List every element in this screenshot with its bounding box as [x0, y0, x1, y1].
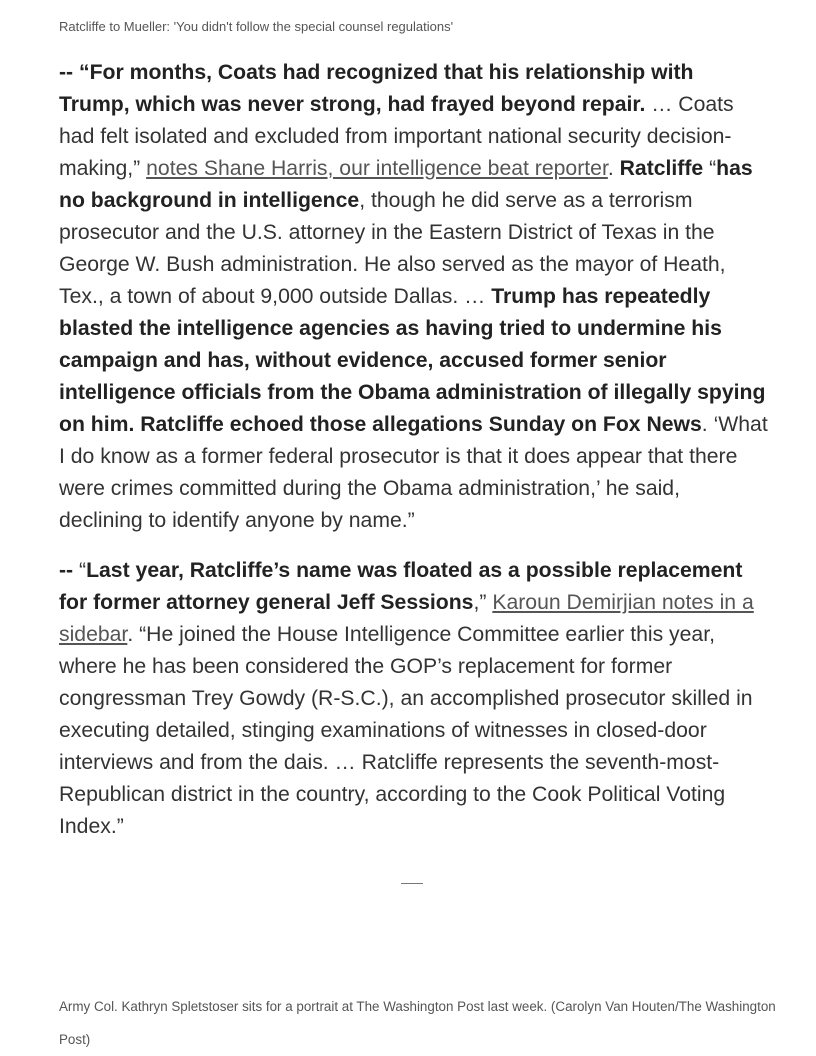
shane-harris-link[interactable]: notes Shane Harris, our intelligence beat reporter — [146, 157, 608, 180]
article-body — [59, 57, 769, 861]
paragraph-ratcliffe — [59, 555, 769, 843]
bold-text: -- — [59, 559, 74, 582]
body-text: “ — [703, 157, 717, 180]
bold-text: Last year, Ratcliffe’s name was floated as a possible replacement for former attorney general Jeff Sessions — [59, 559, 743, 614]
section-divider — [401, 883, 423, 884]
bottom-photo-caption: Army Col. Kathryn Spletstoser sits for a portrait at The Washington Post last week. (Carolyn Van Houten/The Washington Post) — [59, 999, 776, 1047]
bold-text: -- “For months, Coats had recognized that his relationship with Trump, which was never strong, had frayed beyond repair. — [59, 61, 694, 116]
body-text: “ — [73, 559, 87, 582]
bold-text: Trump has repeatedly blasted the intelligence agencies as having tried to undermine his campaign and has, without evidence, accused former senior intelligence officials from the Obama administration of illegally spying on him. Ratcliffe echoed those allegations Sunday on Fox News — [59, 285, 766, 436]
body-text: . — [607, 157, 620, 180]
paragraph-coats — [59, 57, 769, 537]
body-text: ,” — [473, 591, 493, 614]
top-photo-caption: Ratcliffe to Mueller: 'You didn't follow the special counsel regulations' — [59, 19, 454, 34]
karoun-demirjian-link[interactable]: Karoun Demirjian notes in a sidebar — [59, 591, 754, 646]
bold-text: Ratcliffe — [619, 157, 704, 180]
body-text: , though he did serve as a terrorism prosecutor and the U.S. attorney in the Eastern District of Texas in the George W. Bush administration. He also served as the mayor of Heath, Tex., a town of about 9,000 outside Dallas. … — [59, 189, 726, 308]
bold-text: has no background in intelligence — [59, 157, 753, 212]
body-text: . “He joined the House Intelligence Committee earlier this year, where he has been considered the GOP’s replacement for former congressman Trey Gowdy (R-S.C.), an accomplished prosecutor skilled in executing detailed, stinging examinations of witnesses in closed-door interviews and from the dais. … Ratcliffe represents the seventh-most-Republican district in the country, according to the Cook Political Voting Index.” — [59, 623, 753, 838]
body-text: … Coats had felt isolated and excluded from important national security decision-making,” — [59, 93, 734, 180]
body-text: . ‘What I do know as a former federal prosecutor is that it does appear that there were crimes committed during the Obama administration,’ he said, declining to identify anyone by name.” — [59, 413, 768, 532]
